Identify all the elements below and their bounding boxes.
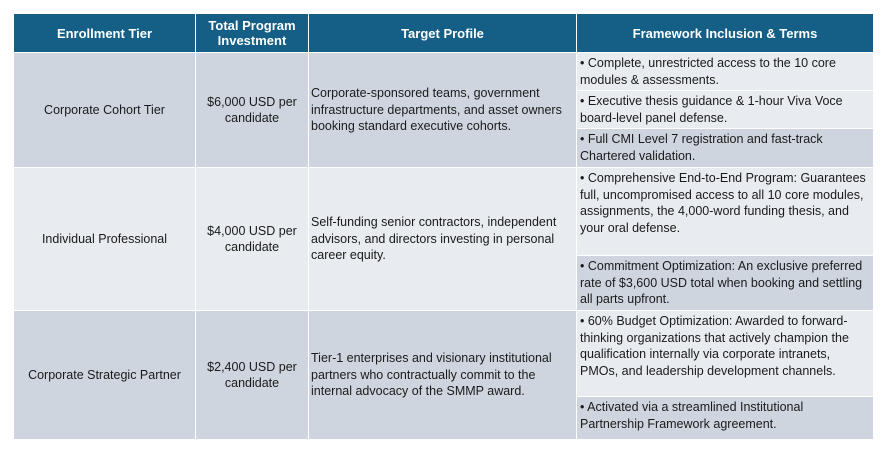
term-item: • Commitment Optimization: An exclusive preferred rate of $3,600 USD total when booking and settling all parts upfront. <box>577 256 873 310</box>
term-item: • Activated via a streamlined Institutional Partnership Framework agreement. <box>577 397 873 439</box>
term-item: • Complete, unrestricted access to the 10 core modules & assessments. <box>577 53 873 91</box>
investment-amount: $4,000 USD per candidate <box>196 168 309 310</box>
target-profile: Corporate-sponsored teams, government infrastructure departments, and asset owners booking standard executive cohorts. <box>309 53 577 167</box>
terms-list <box>577 168 873 310</box>
table-row <box>14 167 873 310</box>
table-row <box>14 310 873 439</box>
tier-name: Corporate Cohort Tier <box>14 53 196 167</box>
table-header <box>14 14 873 52</box>
term-item: • Executive thesis guidance & 1-hour Viva Voce board-level panel defense. <box>577 91 873 129</box>
target-profile: Tier-1 enterprises and visionary institutional partners who contractually commit to the internal advocacy of the SMMP award. <box>309 311 577 439</box>
terms-list <box>577 311 873 439</box>
tier-name: Corporate Strategic Partner <box>14 311 196 439</box>
term-item: • Full CMI Level 7 registration and fast-track Chartered validation. <box>577 129 873 167</box>
header-framework-terms: Framework Inclusion & Terms <box>632 25 818 41</box>
investment-amount: $6,000 USD per candidate <box>196 53 309 167</box>
terms-list <box>577 53 873 167</box>
header-enrollment-tier: Enrollment Tier <box>14 14 196 52</box>
header-target-profile: Target Profile <box>309 14 577 52</box>
target-profile: Self-funding senior contractors, independent advisors, and directors investing in personal career equity. <box>309 168 577 310</box>
header-total-investment: Total Program Investment <box>196 14 309 52</box>
term-item: • Comprehensive End-to-End Program: Guarantees full, uncompromised access to all 10 core modules, assignments, the 4,000-word funding thesis, and your oral defense. <box>577 168 873 256</box>
tier-table <box>14 14 873 439</box>
tier-name: Individual Professional <box>14 168 196 310</box>
table-row <box>14 52 873 167</box>
term-item: • 60% Budget Optimization: Awarded to forward-thinking organizations that actively champion the qualification internally via corporate intranets, PMOs, and leadership development channels. <box>577 311 873 397</box>
investment-amount: $2,400 USD per candidate <box>196 311 309 439</box>
